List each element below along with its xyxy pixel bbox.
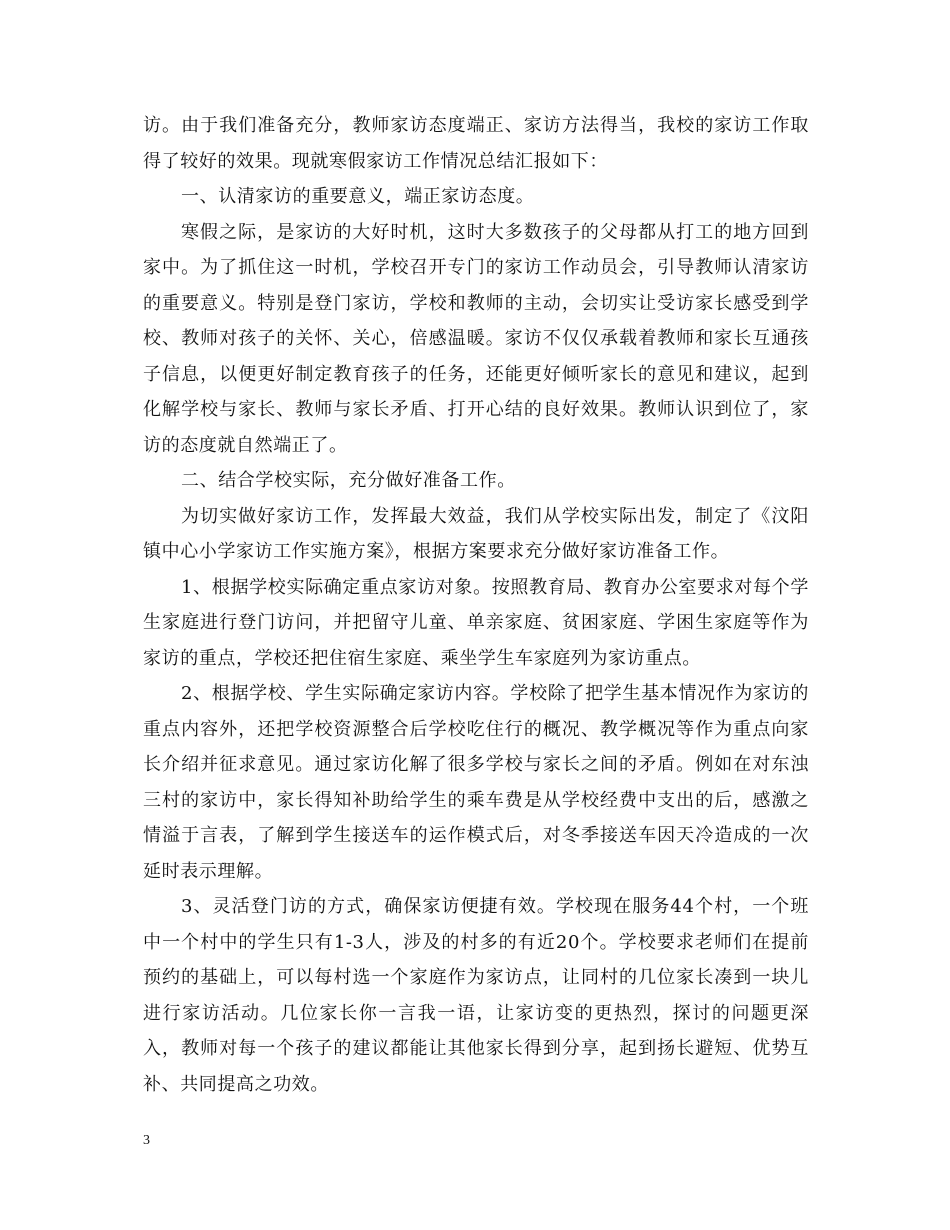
paragraph-item-three: 3、灵活登门访的方式，确保家访便捷有效。学校现在服务44个村，一个班中一个村中的学生只有1-3人，涉及的村多的有近20个。学校要求老师们在提前预约的基础上，可以每村选一个家庭作为家访点，让同村的几位家长凑到一块儿进行家访活动。几位家长你一言我一语，让家访变的更热烈，探讨的问题更深入，教师对每一个孩子的建议都能让其他家长得到分享，起到扬长避短、优势互补、共同提高之功效。	[143, 896, 809, 1095]
document-body	[143, 108, 809, 1102]
heading-section-two: 二、结合学校实际，充分做好准备工作。	[181, 470, 516, 491]
paragraph-section-two-intro: 为切实做好家访工作，发挥最大效益，我们从学校实际出发，制定了《汶阳镇中心小学家访工作实施方案》，根据方案要求充分做好家访准备工作。	[143, 505, 809, 562]
paragraph-item-one: 1、根据学校实际确定重点家访对象。按照教育局、教育办公室要求对每个学生家庭进行登门访问，并把留守儿童、单亲家庭、贫困家庭、学困生家庭等作为家访的重点，学校还把住宿生家庭、乘坐学生车家庭列为家访重点。	[143, 576, 809, 669]
paragraph-intro-continuation: 访。由于我们准备充分，教师家访态度端正、家访方法得当，我校的家访工作取得了较好的效果。现就寒假家访工作情况总结汇报如下：	[143, 115, 809, 172]
paragraph-item-two: 2、根据学校、学生实际确定家访内容。学校除了把学生基本情况作为家访的重点内容外，还把学校资源整合后学校吃住行的概况、教学概况等作为重点向家长介绍并征求意见。通过家访化解了很多学校与家长之间的矛盾。例如在对东浊三村的家访中，家长得知补助给学生的乘车费是从学校经费中支出的后，感激之情溢于言表，了解到学生接送车的运作模式后，对冬季接送车因天冷造成的一次延时表示理解。	[143, 683, 809, 882]
page-number: 3	[143, 1133, 150, 1148]
heading-section-one: 一、认清家访的重要意义，端正家访态度。	[181, 186, 535, 207]
paragraph-section-one-body: 寒假之际，是家访的大好时机，这时大多数孩子的父母都从打工的地方回到家中。为了抓住这一时机，学校召开专门的家访工作动员会，引导教师认清家访的重要意义。特别是登门家访，学校和教师的主动，会切实让受访家长感受到学校、教师对孩子的关怀、关心，倍感温暖。家访不仅仅承载着教师和家长互通孩子信息，以便更好制定教育孩子的任务，还能更好倾听家长的意见和建议，起到化解学校与家长、教师与家长矛盾、打开心结的良好效果。教师认识到位了，家访的态度就自然端正了。	[143, 221, 809, 456]
